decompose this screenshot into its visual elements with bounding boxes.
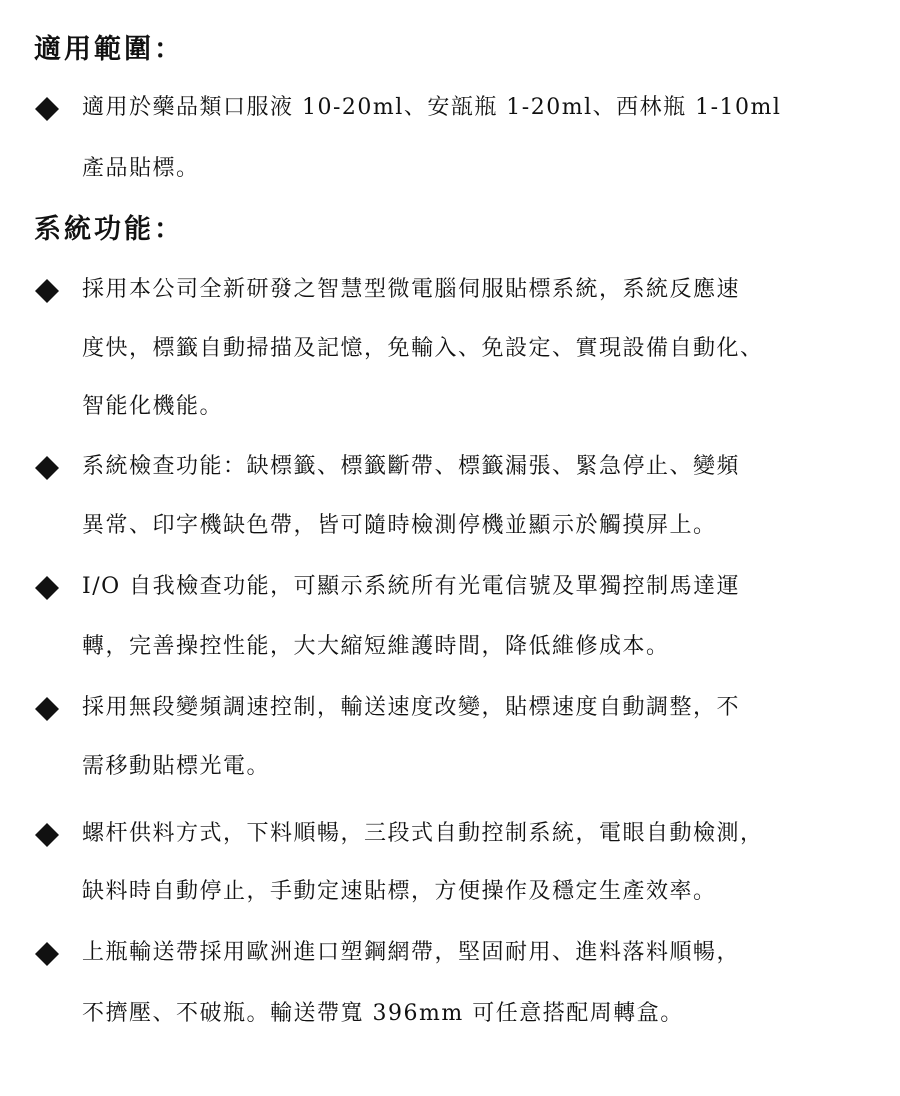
section-heading-functions: 系統功能： <box>34 214 184 245</box>
function-item-line: 缺料時自動停止，手動定速貼標，方便操作及穩定生產效率。 <box>82 879 717 904</box>
diamond-bullet-icon <box>34 575 60 601</box>
function-item-line: 系統檢查功能：缺標籤、標籤斷帶、標籤漏張、緊急停止、變頻 <box>82 454 741 479</box>
section-heading-scope: 適用範圍： <box>34 34 184 65</box>
function-item-line: 不擠壓、不破瓶。輸送帶寬 396mm 可任意搭配周轉盒。 <box>82 1001 684 1026</box>
function-item-line: 度快，標籤自動掃描及記憶，免輸入、免設定、實現設備自動化、 <box>82 336 764 361</box>
scope-item-line: 適用於藥品類口服液 10-20ml、安瓿瓶 1-20ml、西林瓶 1-10ml <box>82 95 782 120</box>
function-item-line: 需移動貼標光電。 <box>82 754 271 779</box>
diamond-bullet-icon <box>34 96 60 122</box>
function-item-line: 採用無段變頻調速控制，輸送速度改變，貼標速度自動調整，不 <box>82 695 741 720</box>
function-item-line: 轉，完善操控性能，大大縮短維護時間，降低維修成本。 <box>82 634 670 659</box>
scope-item-line: 產品貼標。 <box>82 156 200 181</box>
function-item-line: 螺杆供料方式，下料順暢，三段式自動控制系統，電眼自動檢測， <box>82 821 764 846</box>
function-item-line: I/O 自我檢查功能，可顯示系統所有光電信號及單獨控制馬達運 <box>82 574 741 599</box>
diamond-bullet-icon <box>34 941 60 967</box>
function-item-line: 智能化機能。 <box>82 394 224 419</box>
diamond-bullet-icon <box>34 455 60 481</box>
function-item-line: 異常、印字機缺色帶，皆可隨時檢測停機並顯示於觸摸屏上。 <box>82 513 717 538</box>
function-item-line: 採用本公司全新研發之智慧型微電腦伺服貼標系統，系統反應速 <box>82 277 741 302</box>
function-item-line: 上瓶輸送帶採用歐洲進口塑鋼網帶，堅固耐用、進料落料順暢， <box>82 940 741 965</box>
diamond-bullet-icon <box>34 696 60 722</box>
diamond-bullet-icon <box>34 822 60 848</box>
diamond-bullet-icon <box>34 278 60 304</box>
